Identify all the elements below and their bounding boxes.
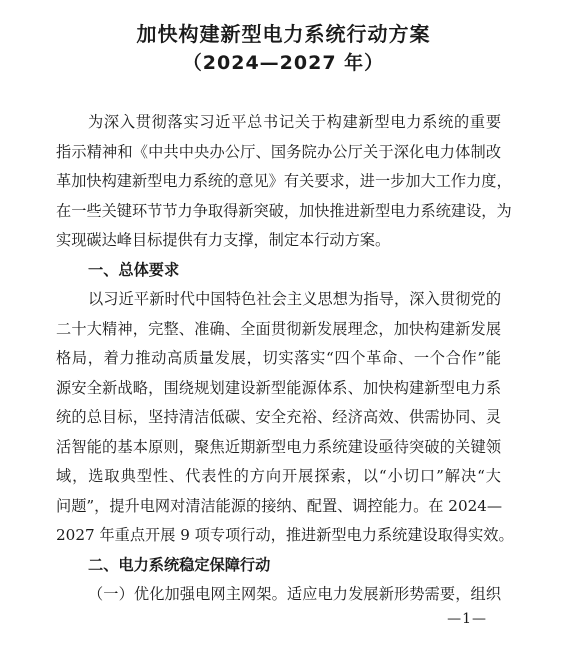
paragraph-line: 实现碳达峰目标提供有力支撑，制定本行动方案。 <box>56 231 391 249</box>
paragraph-line: 指示精神和《中共中央办公厅、国务院办公厅关于深化电力体制改 <box>56 142 501 161</box>
document-title: 加快构建新型电力系统行动方案 <box>136 22 431 46</box>
paragraph-line: 2027 年重点开展 9 项专项行动，推进新型电力系统建设取得实效。 <box>56 526 514 544</box>
paragraph-line: 为深入贯彻落实习近平总书记关于构建新型电力系统的重要 <box>88 113 501 131</box>
paragraph-line: 以习近平新时代中国特色社会主义思想为指导，深入贯彻党的 <box>88 290 501 308</box>
paragraph-line: 问题”，提升电网对清洁能源的接纳、配置、调控能力。在 2024— <box>56 496 503 515</box>
section-heading: 一、总体要求 <box>88 260 180 279</box>
paragraph-line: 统的总目标，坚持清洁低碳、安全充裕、经济高效、供需协同、灵 <box>56 408 501 426</box>
paragraph-line: 二十大精神，完整、准确、全面贯彻新发展理念，加快构建新发展 <box>56 319 501 338</box>
paragraph-line: 活智能的基本原则，聚焦近期新型电力系统建设亟待突破的关键领 <box>56 437 501 456</box>
paragraph-line: 在一些关键环节节力争取得新突破，加快推进新型电力系统建设，为 <box>56 201 512 220</box>
paragraph-line: 源安全新战略，围绕规划建设新型能源体系、加快构建新型电力系 <box>56 378 501 397</box>
paragraph-line: 革加快构建新型电力系统的意见》有关要求，进一步加大工作力度， <box>56 172 512 190</box>
section-heading: 二、电力系统稳定保障行动 <box>88 555 271 574</box>
document-subtitle: （2024—2027 年） <box>182 52 385 74</box>
page-number: —1— <box>447 611 487 627</box>
paragraph-line: 域，选取典型性、代表性的方向开展探索，以“小切口”解决“大 <box>56 467 501 485</box>
paragraph-line: 格局，着力推动高质量发展，切实落实“四个革命、一个合作”能 <box>56 349 501 367</box>
paragraph-line: （一）优化加强电网主网架。适应电力发展新形势需要，组织 <box>88 585 501 603</box>
